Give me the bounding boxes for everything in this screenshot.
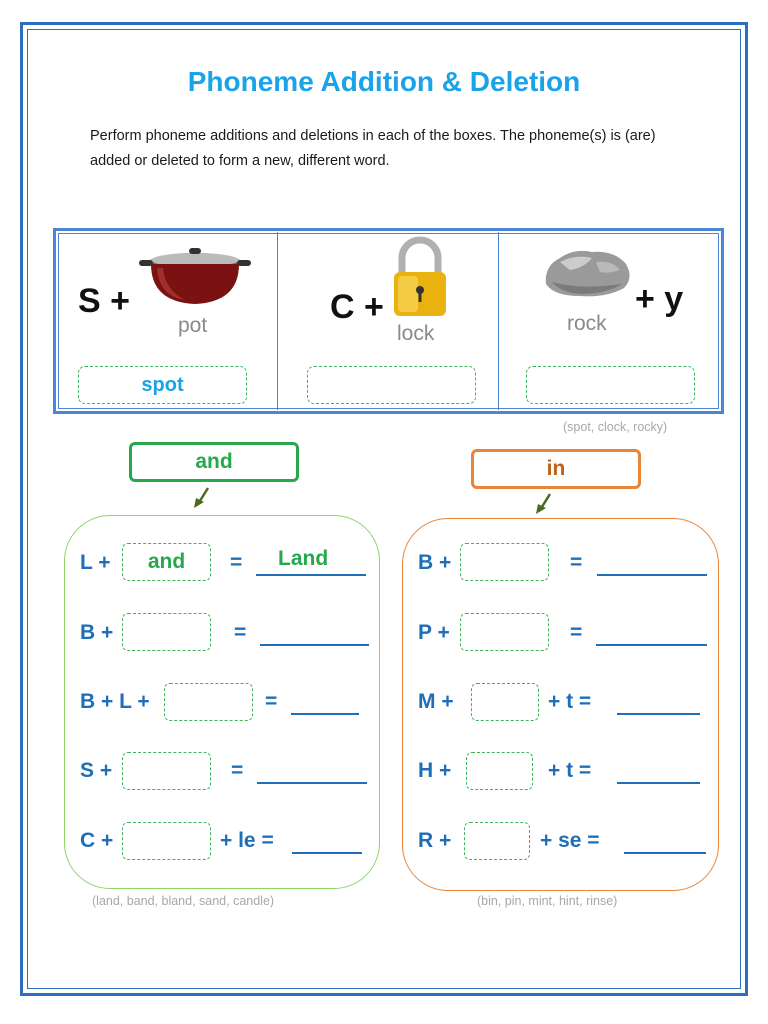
page-title: Phoneme Addition & Deletion: [187, 66, 581, 97]
cell-1-answer-box[interactable]: spot: [78, 366, 247, 404]
in-row-5-equals: + se =: [540, 829, 600, 852]
and-row-2-box[interactable]: [122, 613, 211, 651]
cell-2-picture-label: lock: [397, 322, 435, 345]
padlock-icon: [388, 236, 452, 320]
in-row-2-left: P +: [418, 621, 450, 644]
and-row-5-left: C +: [80, 829, 114, 852]
in-row-3-answer-line[interactable]: [617, 713, 700, 715]
table-divider: [498, 232, 499, 410]
cell-2-prefix: C +: [330, 288, 384, 326]
and-row-2-equals: =: [234, 621, 247, 644]
in-row-2-equals: =: [570, 621, 583, 644]
in-row-1-left: B +: [418, 551, 452, 574]
in-row-3-equals: + t =: [548, 690, 592, 713]
cell-2-answer-box[interactable]: [307, 366, 476, 404]
and-row-3-answer-line[interactable]: [291, 713, 359, 715]
and-row-2-left: B +: [80, 621, 114, 644]
in-hint: (bin, pin, mint, hint, rinse): [477, 894, 618, 908]
family-header-in: in: [471, 449, 641, 489]
and-row-4-box[interactable]: [122, 752, 211, 790]
and-row-3-equals: =: [265, 690, 278, 713]
in-row-2-answer-line[interactable]: [596, 644, 707, 646]
arrow-down-icon: [534, 492, 554, 516]
and-row-3-box[interactable]: [164, 683, 253, 721]
and-row-4-left: S +: [80, 759, 113, 782]
arrow-down-icon: [192, 486, 212, 510]
and-row-1-equals: =: [230, 551, 243, 574]
in-row-4-box[interactable]: [466, 752, 533, 790]
cell-3-suffix: + y: [635, 280, 684, 318]
cell-1-prefix: S +: [78, 282, 130, 320]
in-row-3-box[interactable]: [471, 683, 539, 721]
and-row-1-answer-line[interactable]: [256, 574, 366, 576]
top-hint: (spot, clock, rocky): [563, 420, 668, 434]
and-row-5-box[interactable]: [122, 822, 211, 860]
in-row-4-equals: + t =: [548, 759, 592, 782]
in-row-5-answer-line[interactable]: [624, 852, 706, 854]
instructions: Perform phoneme additions and deletions in each of the boxes. The phoneme(s) is (are) added or deleted to form a new, different word.: [90, 128, 656, 169]
and-hint: (land, band, bland, sand, candle): [92, 894, 275, 908]
in-row-3-left: M +: [418, 690, 454, 713]
family-header-and: and: [129, 442, 299, 482]
and-row-5-answer-line[interactable]: [292, 852, 362, 854]
and-row-2-answer-line[interactable]: [260, 644, 369, 646]
in-row-5-left: R +: [418, 829, 452, 852]
cell-3-picture-label: rock: [567, 312, 607, 335]
cell-1-picture-label: pot: [178, 314, 208, 337]
in-row-1-box[interactable]: [460, 543, 549, 581]
and-row-4-equals: =: [231, 759, 244, 782]
in-row-5-box[interactable]: [464, 822, 530, 860]
in-row-1-equals: =: [570, 551, 583, 574]
pot-icon: [135, 240, 255, 310]
and-row-1-answer: Land: [278, 547, 329, 570]
and-row-4-answer-line[interactable]: [257, 782, 367, 784]
in-row-2-box[interactable]: [460, 613, 549, 651]
and-row-1-left: L +: [80, 551, 111, 574]
table-divider: [277, 232, 278, 410]
in-row-1-answer-line[interactable]: [597, 574, 707, 576]
rock-icon: [540, 244, 636, 300]
cell-3-answer-box[interactable]: [526, 366, 695, 404]
in-row-4-left: H +: [418, 759, 452, 782]
in-row-4-answer-line[interactable]: [617, 782, 700, 784]
and-row-1-box[interactable]: and: [122, 543, 211, 581]
and-row-3-left: B + L +: [80, 690, 150, 713]
and-row-5-equals: + le =: [220, 829, 274, 852]
